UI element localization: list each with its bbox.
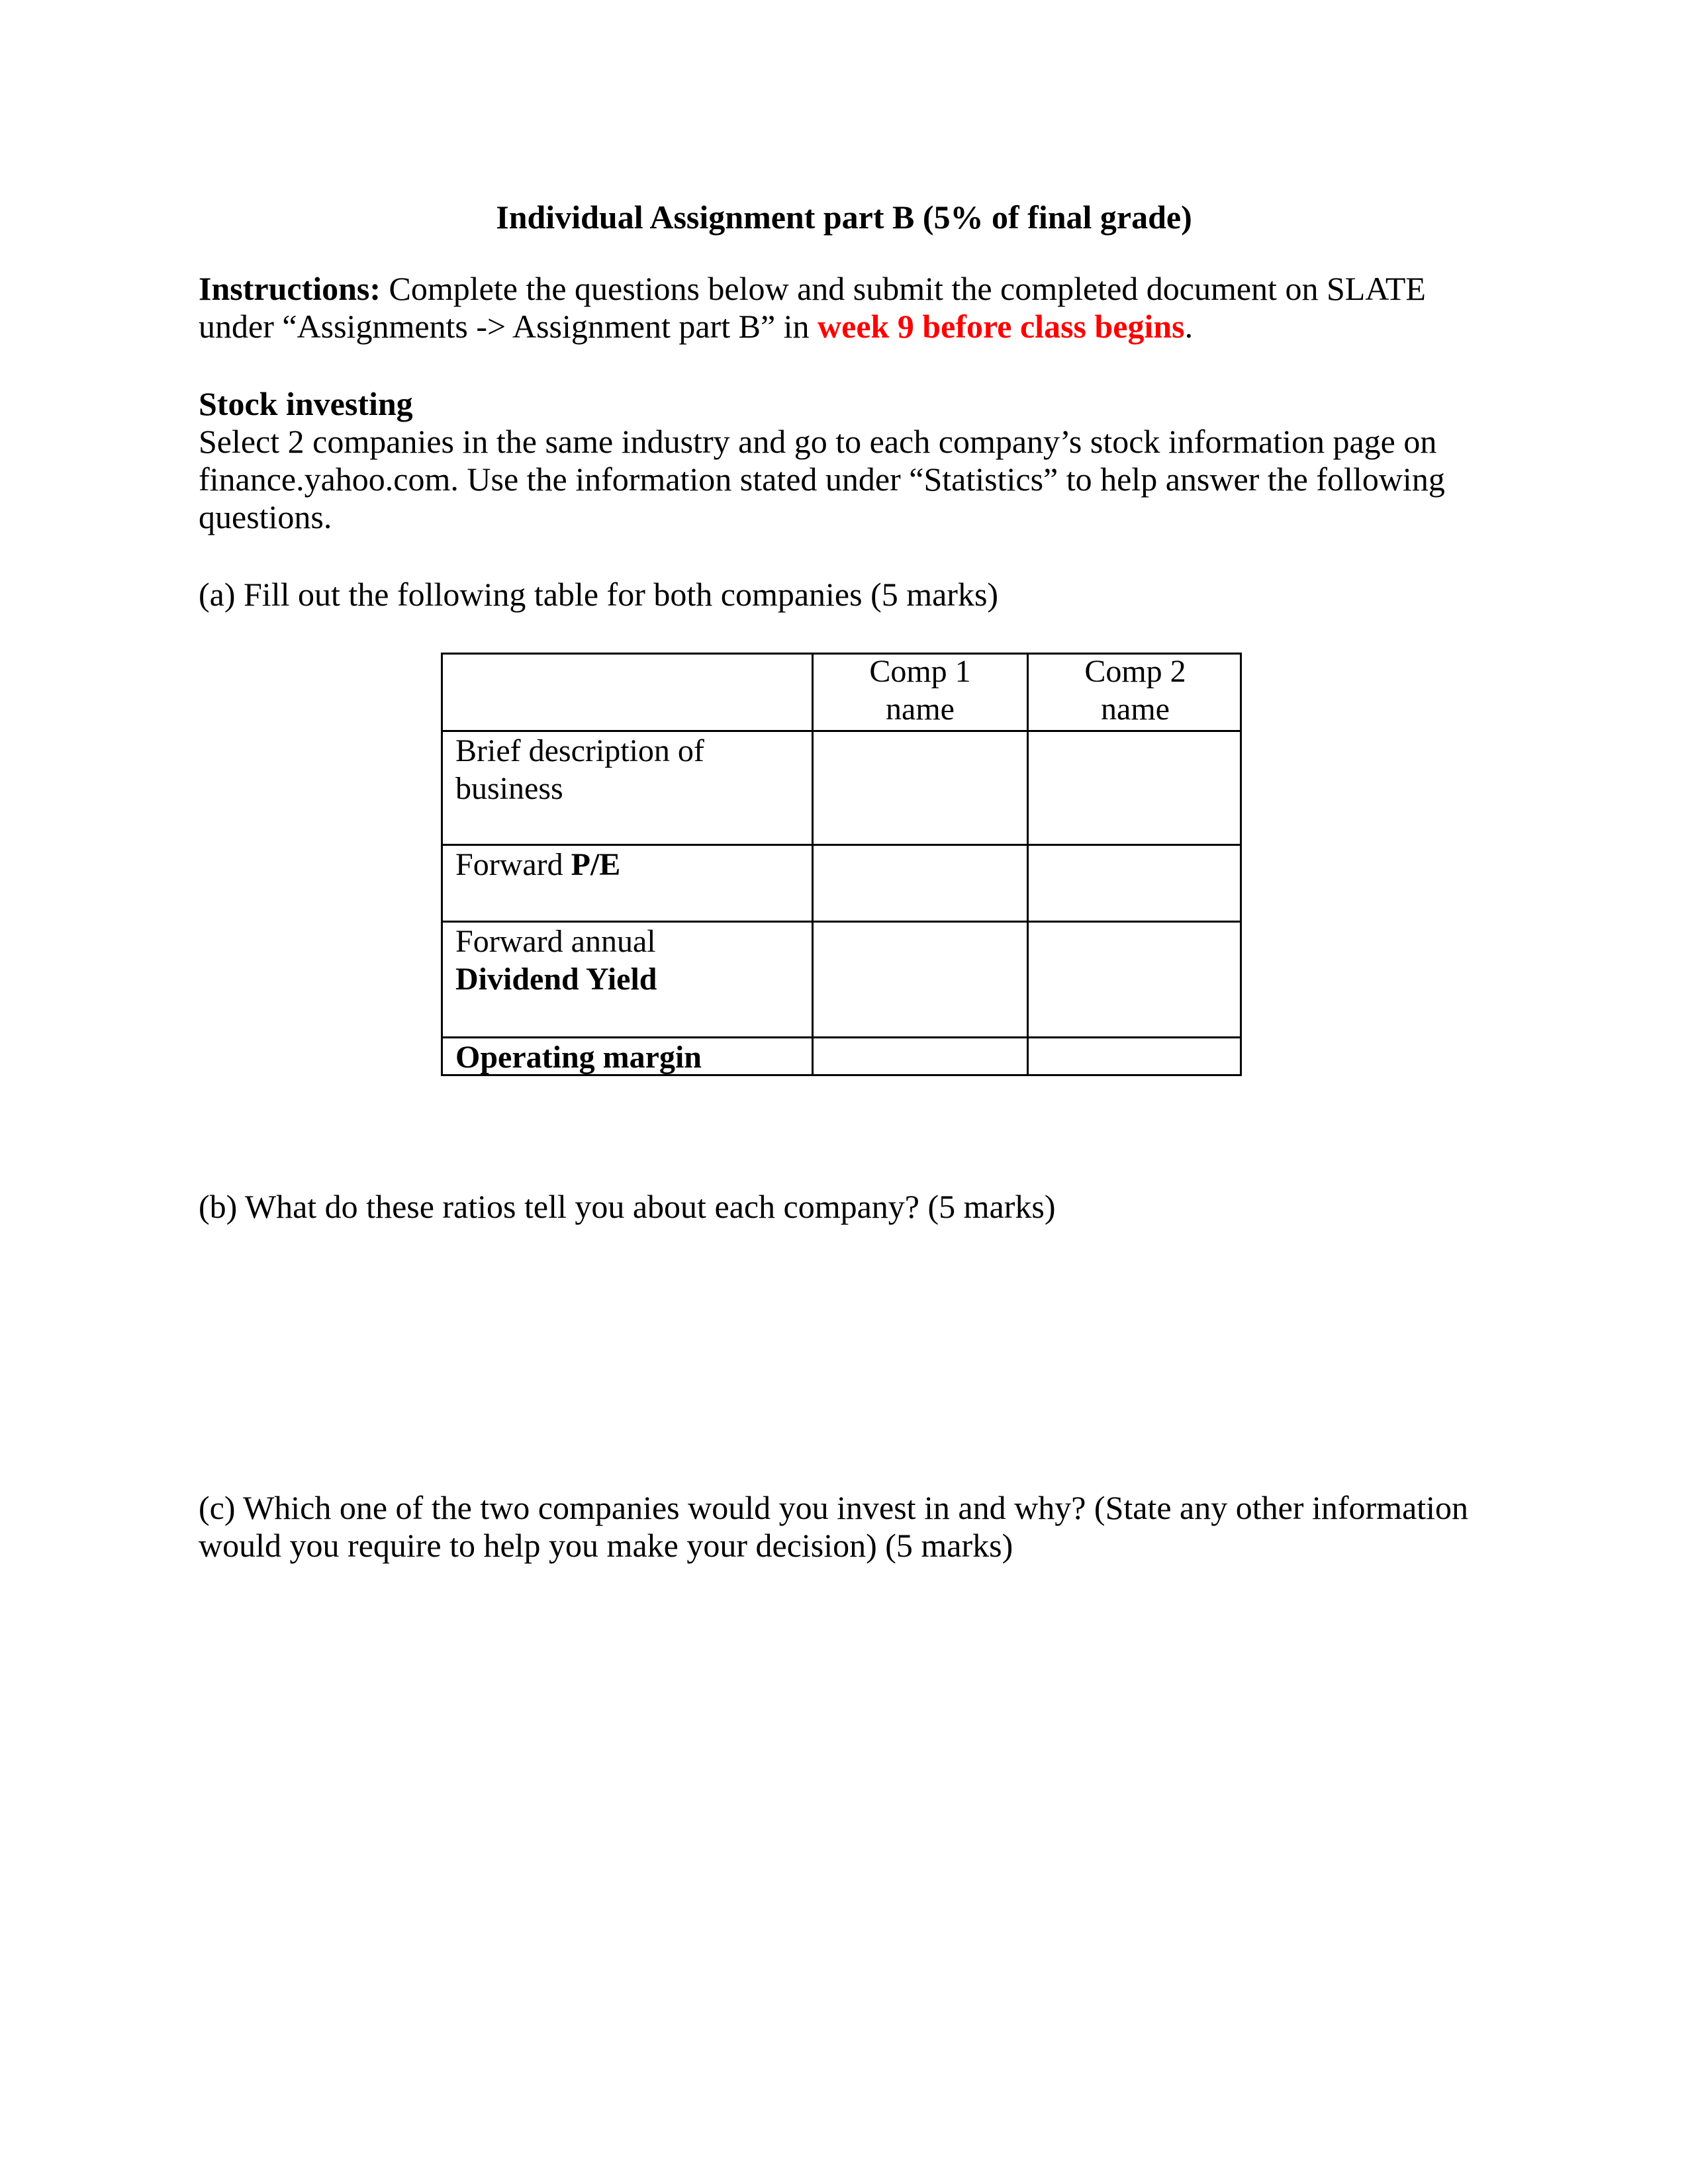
- question-c-line-1: (c) Which one of the two companies would you invest in and why? (State any other information: [199, 1489, 1469, 1526]
- comp1-header-line2: name: [886, 692, 955, 727]
- question-c-line-2: would you require to help you make your decision) (5 marks): [199, 1527, 1013, 1564]
- row-label-line: Forward annual: [455, 924, 656, 959]
- table-cell-comp1-forward-pe[interactable]: [812, 844, 1027, 921]
- row-label-bold: P/E: [571, 847, 621, 882]
- instructions-text-2: under “Assignments -> Assignment part B” in: [199, 308, 818, 345]
- table-row-label-description: [441, 730, 812, 844]
- row-label-line: Dividend Yield: [455, 962, 657, 997]
- question-b-text: (b) What do these ratios tell you about each company? (5 marks): [199, 1188, 1056, 1225]
- question-c: [199, 1489, 1489, 1565]
- table-header-empty-cell: [441, 653, 812, 730]
- table-cell-comp2-description[interactable]: [1027, 730, 1242, 844]
- instructions-text-1: Complete the questions below and submit the completed document on SLATE: [381, 270, 1426, 307]
- table-row-label-operating-margin: [441, 1036, 812, 1076]
- deadline-text: week 9 before class begins: [818, 308, 1185, 345]
- row-label-normal: Forward: [455, 847, 571, 882]
- question-a-text: (a) Fill out the following table for both companies (5 marks): [199, 576, 999, 613]
- comp1-header-line1: Comp 1: [869, 654, 971, 689]
- row-label-line: Brief description of: [455, 733, 704, 768]
- instructions-line-2: [199, 308, 1489, 345]
- table-header-comp2: [1027, 653, 1242, 730]
- comp2-header-line2: name: [1101, 692, 1170, 727]
- stock-investing-section: [199, 385, 1489, 536]
- page-title: Individual Assignment part B (5% of final grade): [496, 199, 1192, 236]
- table-row-label-dividend-yield: [441, 921, 812, 1036]
- table-header-comp1: [812, 653, 1027, 730]
- row-label-line: [455, 846, 812, 884]
- instructions-line-1: [199, 270, 1489, 308]
- instructions-text-3: .: [1184, 308, 1194, 345]
- stock-text-line: Select 2 companies in the same industry and go to each company’s stock information page on: [199, 423, 1437, 460]
- table-cell-comp2-dividend-yield[interactable]: [1027, 921, 1242, 1036]
- row-label-line: Operating margin: [455, 1040, 702, 1075]
- instructions-paragraph: [199, 270, 1489, 345]
- section-heading: Stock investing: [199, 385, 413, 422]
- comp2-header-line1: Comp 2: [1084, 654, 1186, 689]
- row-label-line: business: [455, 771, 563, 806]
- stock-text-line: finance.yahoo.com. Use the information stated under “Statistics” to help answer the following: [199, 461, 1445, 498]
- table-cell-comp1-operating-margin[interactable]: [812, 1036, 1027, 1076]
- question-b: [199, 1188, 1489, 1226]
- stock-text-line: questions.: [199, 498, 332, 535]
- instructions-label: Instructions:: [199, 270, 381, 307]
- table-cell-comp1-dividend-yield[interactable]: [812, 921, 1027, 1036]
- table-cell-comp2-forward-pe[interactable]: [1027, 844, 1242, 921]
- table-cell-comp1-description[interactable]: [812, 730, 1027, 844]
- table-cell-comp2-operating-margin[interactable]: [1027, 1036, 1242, 1076]
- comparison-table: [441, 653, 1242, 1076]
- question-a: [199, 576, 1489, 614]
- table-row-label-forward-pe: [441, 844, 812, 921]
